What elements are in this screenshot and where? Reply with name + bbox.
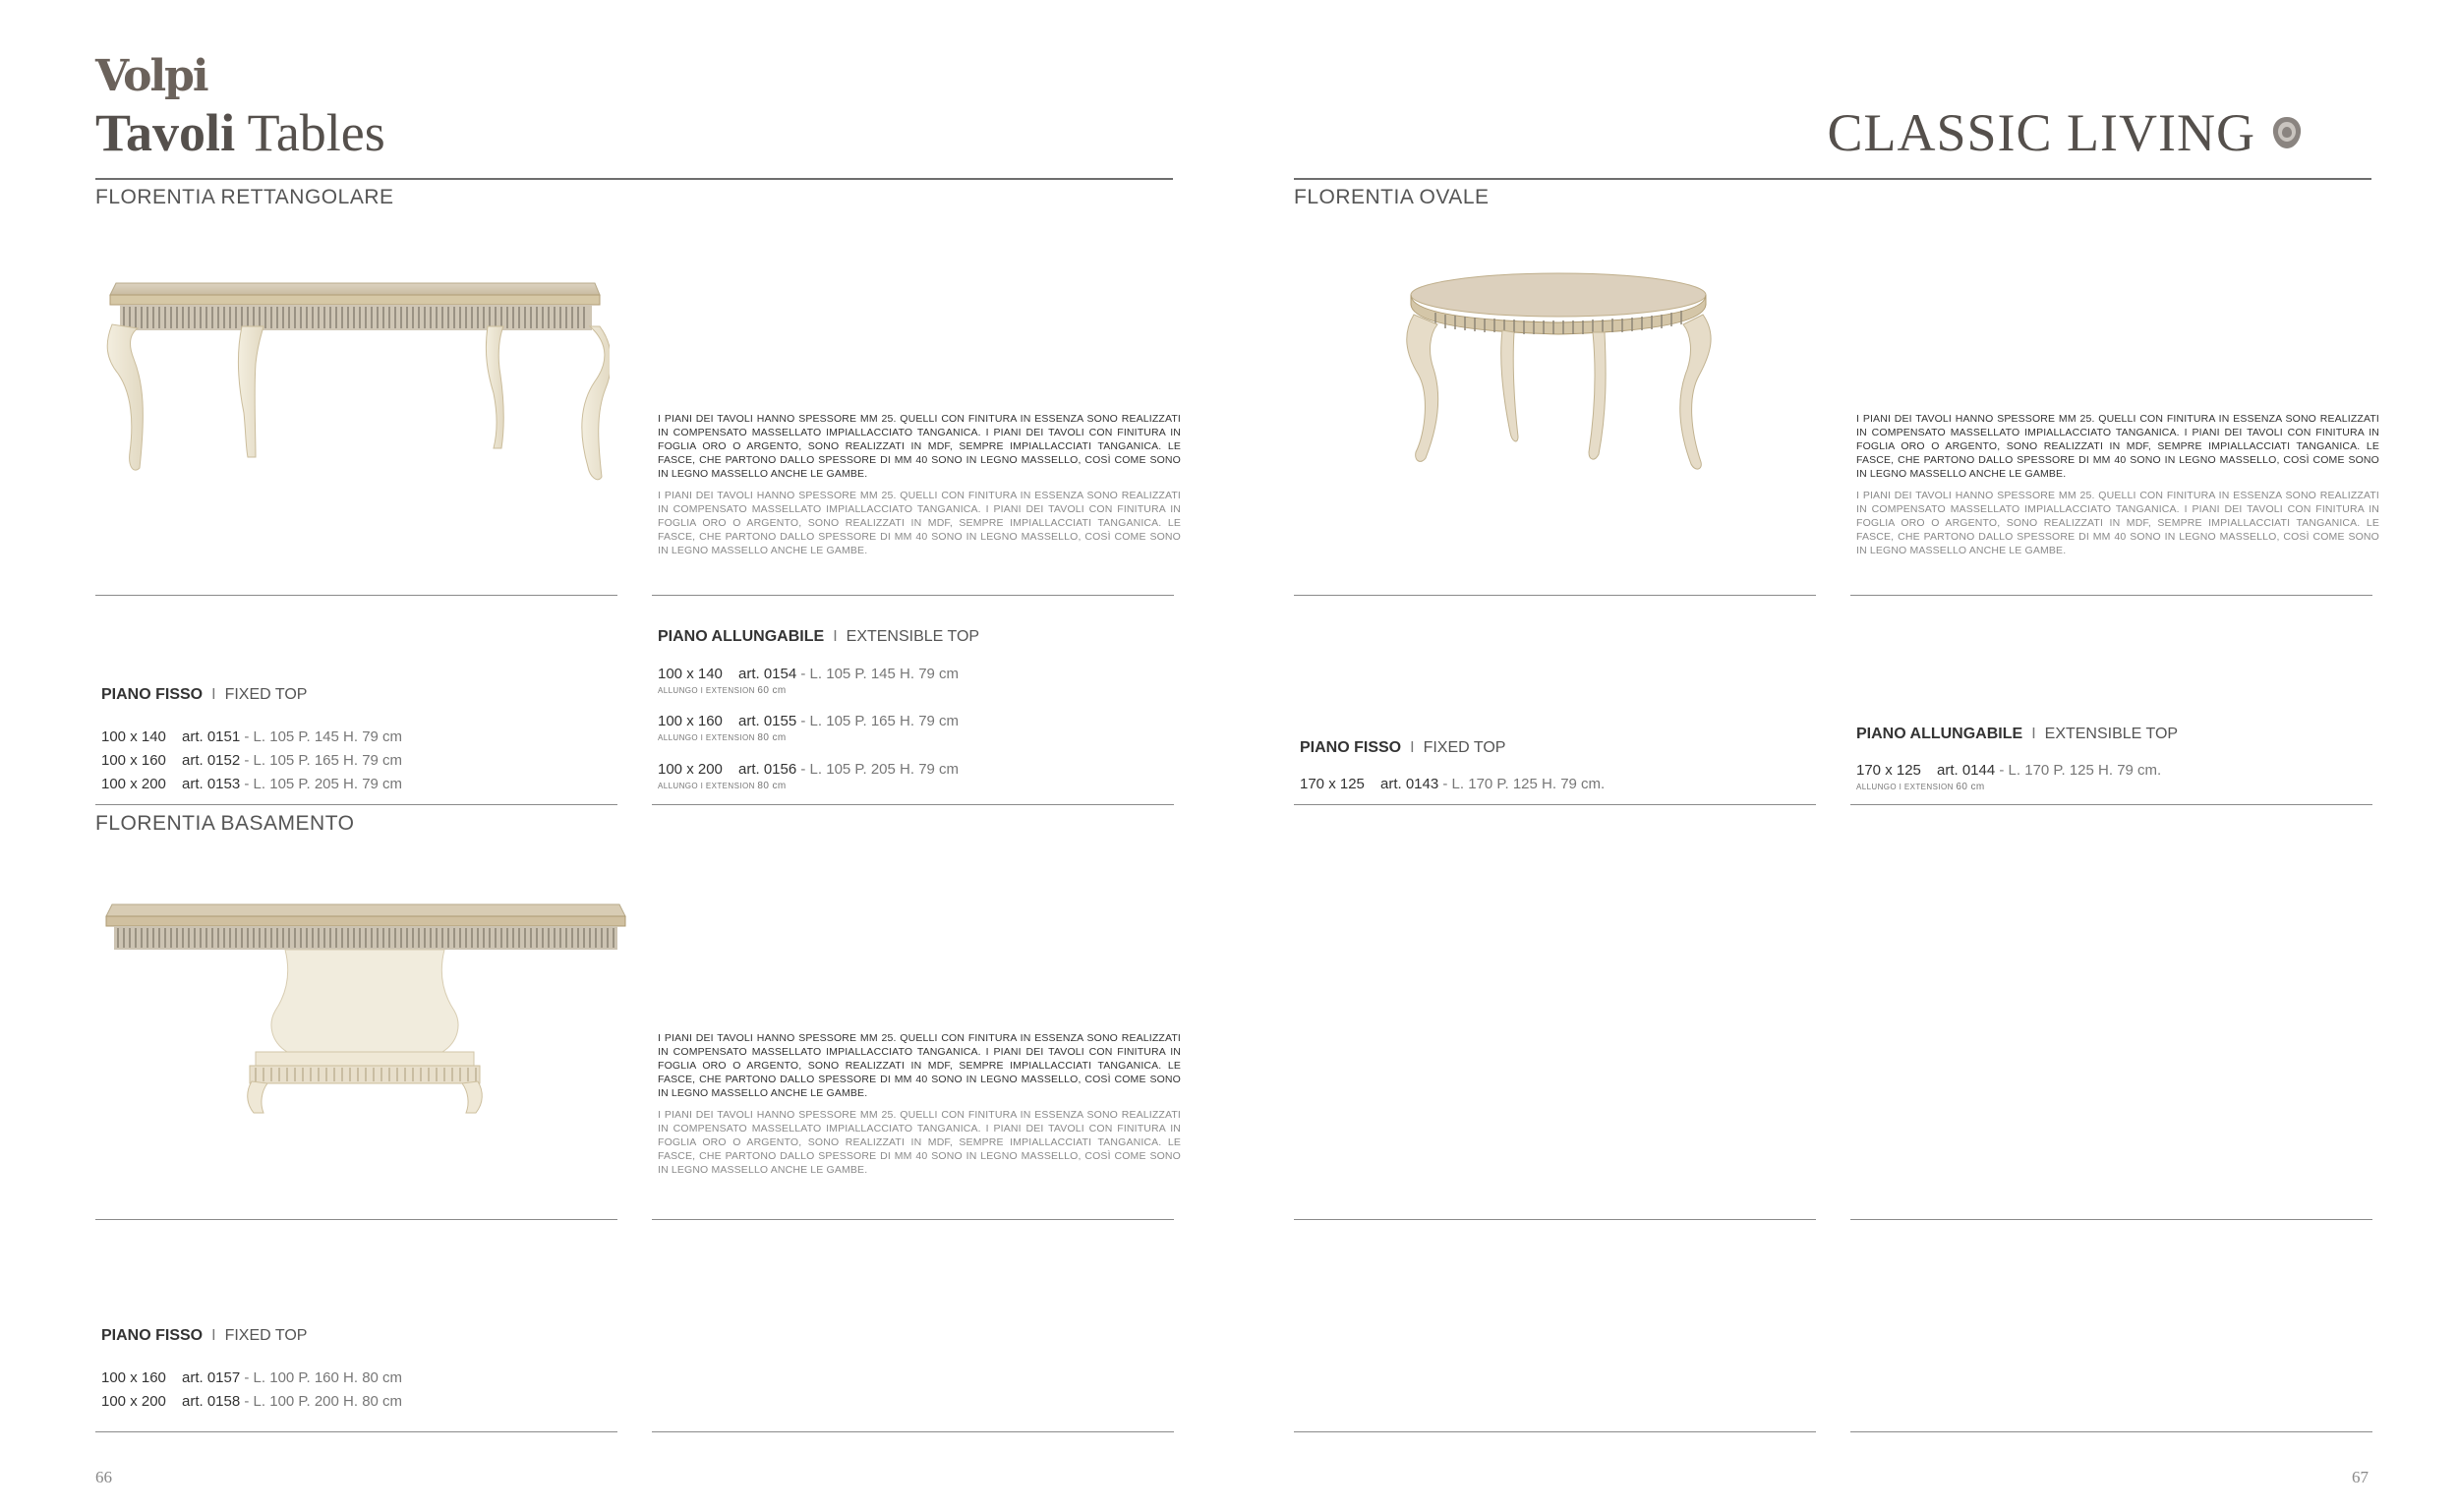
extension-note: ALLUNGO I EXTENSION 60 cm	[658, 685, 787, 696]
dimensions: - L. 105 P. 165 H. 79 cm	[796, 713, 960, 729]
dimensions: - L. 105 P. 205 H. 79 cm	[796, 761, 960, 778]
ext-item	[1856, 759, 2161, 792]
section-title-rettangolare: FLORENTIA RETTANGOLARE	[95, 186, 394, 208]
dimensions: - L. 100 P. 200 H. 80 cm	[240, 1393, 403, 1410]
article-code: art. 0157	[182, 1369, 241, 1386]
fixed-list-rettangolare	[101, 726, 402, 796]
size: 100 x 200	[101, 1393, 166, 1410]
divider	[652, 1431, 1174, 1432]
ext-item	[658, 758, 959, 791]
extension-note: ALLUNGO I EXTENSION 80 cm	[658, 732, 787, 743]
label-divider: I	[2031, 726, 2036, 742]
size: 100 x 160	[658, 713, 723, 729]
article-code: art. 0153	[182, 776, 241, 792]
size: 100 x 140	[658, 666, 723, 682]
fixed-label-it: PIANO FISSO	[101, 686, 204, 703]
article-code: art. 0154	[738, 666, 797, 682]
label-divider: I	[1410, 739, 1415, 756]
extension-note: ALLUNGO I EXTENSION 80 cm	[658, 781, 787, 791]
size: 170 x 125	[1300, 776, 1365, 792]
section-title-ovale: FLORENTIA OVALE	[1294, 186, 1490, 208]
volpi-logo: Volpi	[95, 51, 207, 101]
article-code: art. 0158	[182, 1393, 241, 1410]
list-item	[1300, 773, 1605, 796]
list-item	[101, 726, 402, 749]
extensible-top-heading	[658, 628, 979, 646]
pedestal-table-image	[98, 895, 634, 1121]
article-code: art. 0152	[182, 752, 241, 769]
description-basamento	[658, 1031, 1181, 1177]
label-divider: I	[211, 686, 216, 703]
size: 100 x 200	[101, 776, 166, 792]
ext-label-it: PIANO ALLUNGABILE	[658, 628, 825, 645]
description-rettangolare	[658, 412, 1181, 557]
divider	[1850, 1219, 2372, 1220]
rose-logo-icon	[2269, 113, 2305, 152]
divider	[652, 804, 1174, 805]
dimensions: - L. 170 P. 125 H. 79 cm.	[1995, 762, 2162, 779]
page-number-right: 67	[2352, 1468, 2369, 1486]
fixed-label-it: PIANO FISSO	[101, 1327, 204, 1344]
fixed-label-it: PIANO FISSO	[1300, 739, 1402, 756]
label-divider: I	[833, 628, 838, 645]
size: 100 x 140	[101, 728, 166, 745]
page-number-left: 66	[95, 1468, 112, 1486]
divider	[1294, 1219, 1816, 1220]
ext-label-en: EXTENSIBLE TOP	[2044, 726, 2179, 742]
fixed-label-en: FIXED TOP	[224, 1327, 308, 1344]
divider	[95, 1431, 617, 1432]
description-light: I PIANI DEI TAVOLI HANNO SPESSORE MM 25. QUELLI CON FINITURA IN ESSENZA SONO REALIZZATI IN COMPENSATO MASSELLATO IMPIALLACCIATO TANGANICA. I PIANI DEI TAVOLI CON FINITURA IN FOGLIA ORO O ARGENTO, SONO REALIZZATI IN MDF, SEMPRE IMPIALLACCIATI TANGANICA. LE FASCE, CHE PARTONO DALLO SPESSORE DI MM 40 SONO IN LEGNO MASSELLO, COSÌ COME SONO IN LEGNO MASSELLO ANCHE LE GAMBE.	[658, 490, 1181, 556]
description-ovale	[1856, 412, 2379, 557]
fixed-top-heading	[101, 686, 307, 704]
list-item	[658, 758, 959, 782]
description-bold: I PIANI DEI TAVOLI HANNO SPESSORE MM 25. QUELLI CON FINITURA IN ESSENZA SONO REALIZZATI IN COMPENSATO MASSELLATO IMPIALLACCIATO TANGANICA. I PIANI DEI TAVOLI CON FINITURA IN FOGLIA ORO O ARGENTO, SONO REALIZZATI IN MDF, SEMPRE IMPIALLACCIATI TANGANICA. LE FASCE, CHE PARTONO DALLO SPESSORE DI MM 40 SONO IN LEGNO MASSELLO, COSÌ COME SONO IN LEGNO MASSELLO ANCHE LE GAMBE.	[658, 1032, 1181, 1099]
article-code: art. 0155	[738, 713, 797, 729]
ext-item	[658, 663, 959, 696]
divider	[652, 595, 1174, 596]
description-light: I PIANI DEI TAVOLI HANNO SPESSORE MM 25. QUELLI CON FINITURA IN ESSENZA SONO REALIZZATI IN COMPENSATO MASSELLATO IMPIALLACCIATO TANGANICA. I PIANI DEI TAVOLI CON FINITURA IN FOGLIA ORO O ARGENTO, SONO REALIZZATI IN MDF, SEMPRE IMPIALLACCIATI TANGANICA. LE FASCE, CHE PARTONO DALLO SPESSORE DI MM 40 SONO IN LEGNO MASSELLO, COSÌ COME SONO IN LEGNO MASSELLO ANCHE LE GAMBE.	[1856, 490, 2379, 556]
dimensions: - L. 105 P. 165 H. 79 cm	[240, 752, 403, 769]
left-header-rule	[95, 178, 1173, 180]
divider	[95, 1219, 617, 1220]
fixed-top-heading	[101, 1327, 307, 1345]
divider	[95, 595, 617, 596]
ext-label-it: PIANO ALLUNGABILE	[1856, 726, 2023, 742]
rectangular-table-image	[98, 265, 610, 511]
list-item	[658, 663, 959, 686]
brand-name: CLASSIC LIVING	[1827, 103, 2255, 162]
dimensions: - L. 105 P. 145 H. 79 cm	[796, 666, 960, 682]
fixed-list-basamento	[101, 1367, 402, 1414]
extension-note: ALLUNGO I EXTENSION 60 cm	[1856, 782, 1985, 792]
divider	[1850, 1431, 2372, 1432]
title-english: Tables	[247, 103, 385, 162]
description-light: I PIANI DEI TAVOLI HANNO SPESSORE MM 25. QUELLI CON FINITURA IN ESSENZA SONO REALIZZATI IN COMPENSATO MASSELLATO IMPIALLACCIATO TANGANICA. I PIANI DEI TAVOLI CON FINITURA IN FOGLIA ORO O ARGENTO, SONO REALIZZATI IN MDF, SEMPRE IMPIALLACCIATI TANGANICA. LE FASCE, CHE PARTONO DALLO SPESSORE DI MM 40 SONO IN LEGNO MASSELLO, COSÌ COME SONO IN LEGNO MASSELLO ANCHE LE GAMBE.	[658, 1109, 1181, 1176]
right-header-rule	[1294, 178, 2371, 180]
divider	[1850, 804, 2372, 805]
list-item	[101, 1390, 402, 1414]
fixed-label-en: FIXED TOP	[1423, 739, 1506, 756]
list-item	[101, 1367, 402, 1390]
oval-table-image	[1396, 265, 1721, 501]
list-item	[658, 710, 959, 733]
divider	[1294, 1431, 1816, 1432]
description-bold: I PIANI DEI TAVOLI HANNO SPESSORE MM 25. QUELLI CON FINITURA IN ESSENZA SONO REALIZZATI IN COMPENSATO MASSELLATO IMPIALLACCIATO TANGANICA. I PIANI DEI TAVOLI CON FINITURA IN FOGLIA ORO O ARGENTO, SONO REALIZZATI IN MDF, SEMPRE IMPIALLACCIATI TANGANICA. LE FASCE, CHE PARTONO DALLO SPESSORE DI MM 40 SONO IN LEGNO MASSELLO, COSÌ COME SONO IN LEGNO MASSELLO ANCHE LE GAMBE.	[658, 413, 1181, 480]
section-title-basamento: FLORENTIA BASAMENTO	[95, 812, 355, 835]
description-bold: I PIANI DEI TAVOLI HANNO SPESSORE MM 25. QUELLI CON FINITURA IN ESSENZA SONO REALIZZATI IN COMPENSATO MASSELLATO IMPIALLACCIATO TANGANICA. I PIANI DEI TAVOLI CON FINITURA IN FOGLIA ORO O ARGENTO, SONO REALIZZATI IN MDF, SEMPRE IMPIALLACCIATI TANGANICA. LE FASCE, CHE PARTONO DALLO SPESSORE DI MM 40 SONO IN LEGNO MASSELLO, COSÌ COME SONO IN LEGNO MASSELLO ANCHE LE GAMBE.	[1856, 413, 2379, 480]
divider	[1294, 804, 1816, 805]
divider	[652, 1219, 1174, 1220]
divider	[1850, 595, 2372, 596]
list-item	[1856, 759, 2161, 783]
size: 170 x 125	[1856, 762, 1921, 779]
divider	[1294, 595, 1816, 596]
extensible-top-heading	[1856, 726, 2178, 743]
page-title	[95, 102, 385, 163]
size: 100 x 160	[101, 752, 166, 769]
label-divider: I	[211, 1327, 216, 1344]
fixed-label-en: FIXED TOP	[224, 686, 308, 703]
list-item	[101, 749, 402, 773]
dimensions: - L. 100 P. 160 H. 80 cm	[240, 1369, 403, 1386]
dimensions: - L. 105 P. 145 H. 79 cm	[240, 728, 403, 745]
dimensions: - L. 105 P. 205 H. 79 cm	[240, 776, 403, 792]
article-code: art. 0144	[1937, 762, 1996, 779]
title-italian: Tavoli	[95, 103, 236, 162]
size: 100 x 160	[101, 1369, 166, 1386]
article-code: art. 0156	[738, 761, 797, 778]
list-item	[101, 773, 402, 796]
dimensions: - L. 170 P. 125 H. 79 cm.	[1438, 776, 1606, 792]
article-code: art. 0151	[182, 728, 241, 745]
fixed-list-ovale	[1300, 773, 1605, 796]
divider	[95, 804, 617, 805]
article-code: art. 0143	[1380, 776, 1439, 792]
size: 100 x 200	[658, 761, 723, 778]
collection-brand	[1827, 102, 2305, 163]
ext-item	[658, 710, 959, 743]
fixed-top-heading	[1300, 739, 1505, 757]
ext-label-en: EXTENSIBLE TOP	[846, 628, 980, 645]
